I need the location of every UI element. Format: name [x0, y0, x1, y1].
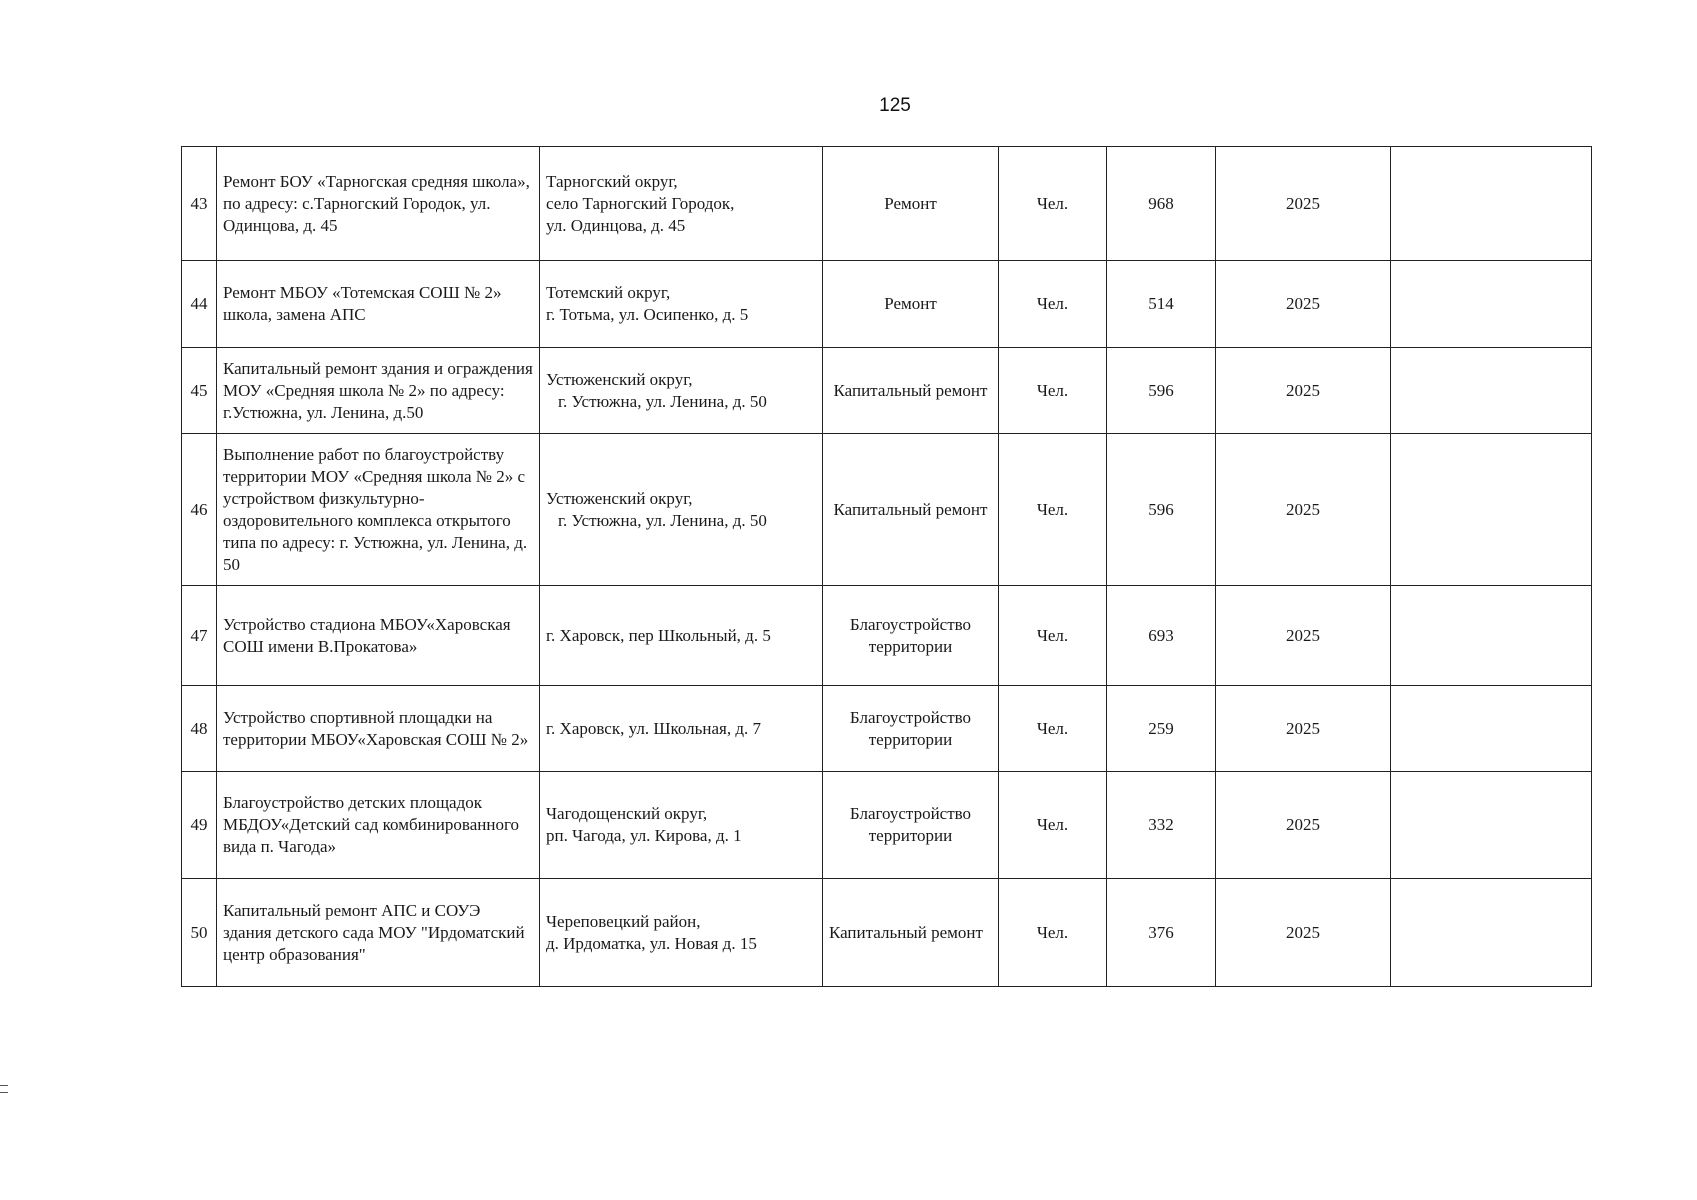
year: 2025: [1216, 147, 1391, 261]
work-type: Благоустройство территории: [823, 686, 999, 772]
unit: Чел.: [999, 348, 1107, 434]
row-number: 47: [182, 586, 217, 686]
year: 2025: [1216, 879, 1391, 987]
address-line: Чагодощенский округ,: [546, 804, 708, 823]
object-name: Капитальный ремонт АПС и СОУЭ здания детского сада МОУ "Ирдоматский центр образования": [217, 879, 540, 987]
table-row: [182, 586, 1592, 686]
table-row: [182, 772, 1592, 879]
unit: Чел.: [999, 686, 1107, 772]
object-address: [540, 261, 823, 348]
object-name: Ремонт БОУ «Тарногская средняя школа», по адресу: с.Тарногский Городок, ул. Одинцова, д. 45: [217, 147, 540, 261]
row-number: 50: [182, 879, 217, 987]
address-line: село Тарногский Городок,: [546, 193, 735, 213]
table-row: [182, 261, 1592, 348]
object-address: [540, 348, 823, 434]
address-line: г. Устюжна, ул. Ленина, д. 50: [558, 391, 767, 411]
capacity: 693: [1107, 586, 1216, 686]
address-line: Череповецкий район,: [546, 911, 701, 931]
object-name: Капитальный ремонт здания и ограждения МОУ «Средняя школа № 2» по адресу: г.Устюжна, ул. Ленина, д.50: [217, 348, 540, 434]
note: [1391, 348, 1592, 434]
address-line: г. Устюжна, ул. Ленина, д. 50: [558, 510, 767, 530]
capacity: 376: [1107, 879, 1216, 987]
capacity: 259: [1107, 686, 1216, 772]
work-type: Ремонт: [823, 261, 999, 348]
work-type: Капитальный ремонт: [823, 879, 999, 987]
object-address: [540, 686, 823, 772]
address-line: д. Ирдоматка, ул. Новая д. 15: [546, 933, 757, 953]
capacity: 968: [1107, 147, 1216, 261]
object-address: [540, 772, 823, 879]
note: [1391, 434, 1592, 586]
row-number: 45: [182, 348, 217, 434]
year: 2025: [1216, 434, 1391, 586]
table-row: [182, 434, 1592, 586]
table-row: [182, 147, 1592, 261]
unit: Чел.: [999, 147, 1107, 261]
objects-table: [181, 146, 1592, 987]
row-number: 43: [182, 147, 217, 261]
table-row: [182, 348, 1592, 434]
unit: Чел.: [999, 434, 1107, 586]
work-type: Благоустройство территории: [823, 772, 999, 879]
row-number: 44: [182, 261, 217, 348]
row-number: 48: [182, 686, 217, 772]
page-number: 125: [879, 95, 911, 116]
capacity: 514: [1107, 261, 1216, 348]
note: [1391, 879, 1592, 987]
year: 2025: [1216, 686, 1391, 772]
unit: Чел.: [999, 586, 1107, 686]
year: 2025: [1216, 772, 1391, 879]
work-type: Благоустройство территории: [823, 586, 999, 686]
year: 2025: [1216, 586, 1391, 686]
object-address: [540, 434, 823, 586]
object-name: Выполнение работ по благоустройству территории МОУ «Средняя школа № 2» с устройством физкультурно-оздоровительного комплекса открытого типа по адресу: г. Устюжна, ул. Ленина, д. 50: [217, 434, 540, 586]
object-address: [540, 586, 823, 686]
address-line: рп. Чагода, ул. Кирова, д. 1: [546, 826, 742, 845]
unit: Чел.: [999, 261, 1107, 348]
unit: Чел.: [999, 772, 1107, 879]
address-line: Устюженский округ,: [546, 369, 693, 389]
address-line: Тарногский округ,: [546, 171, 678, 191]
work-type: Капитальный ремонт: [823, 348, 999, 434]
work-type: Капитальный ремонт: [823, 434, 999, 586]
note: [1391, 147, 1592, 261]
unit: Чел.: [999, 879, 1107, 987]
margin-mark: [0, 1085, 8, 1093]
capacity: 596: [1107, 348, 1216, 434]
object-address: [540, 147, 823, 261]
note: [1391, 686, 1592, 772]
capacity: 332: [1107, 772, 1216, 879]
address-line: г. Харовск, пер Школьный, д. 5: [546, 625, 771, 645]
table-row: [182, 686, 1592, 772]
row-number: 49: [182, 772, 217, 879]
note: [1391, 261, 1592, 348]
object-address: [540, 879, 823, 987]
row-number: 46: [182, 434, 217, 586]
address-line: г. Харовск, ул. Школьная, д. 7: [546, 718, 762, 738]
object-name: Устройство спортивной площадки на территории МБОУ«Харовская СОШ № 2»: [217, 686, 540, 772]
address-line: Тотемский округ,: [546, 283, 671, 302]
object-name: Благоустройство детских площадок МБДОУ«Детский сад комбинированного вида п. Чагода»: [217, 772, 540, 879]
note: [1391, 586, 1592, 686]
work-type: Ремонт: [823, 147, 999, 261]
address-line: Устюженский округ,: [546, 488, 693, 508]
address-line: г. Тотьма, ул. Осипенко, д. 5: [546, 305, 749, 324]
table-row: [182, 879, 1592, 987]
year: 2025: [1216, 348, 1391, 434]
capacity: 596: [1107, 434, 1216, 586]
address-line: ул. Одинцова, д. 45: [546, 215, 686, 235]
year: 2025: [1216, 261, 1391, 348]
note: [1391, 772, 1592, 879]
object-name: Ремонт МБОУ «Тотемская СОШ № 2» школа, замена АПС: [217, 261, 540, 348]
object-name: Устройство стадиона МБОУ«Харовская СОШ имени В.Прокатова»: [217, 586, 540, 686]
